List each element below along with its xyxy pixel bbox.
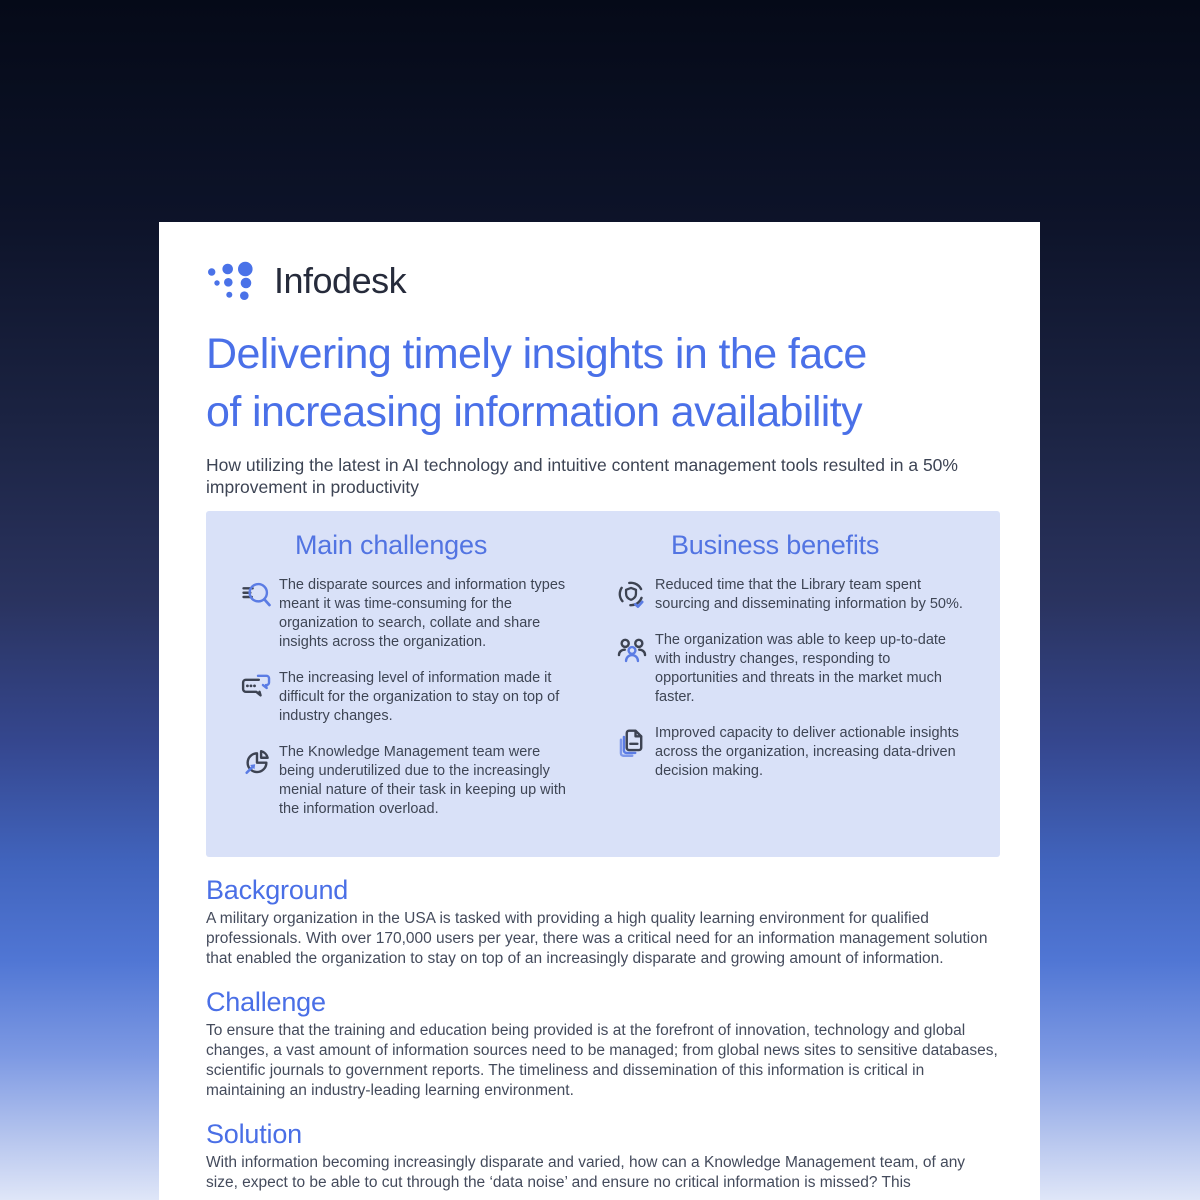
challenge-heading: Challenge xyxy=(206,987,326,1017)
page-title-line2: of increasing information availability xyxy=(206,388,862,436)
infodesk-dots-logo-icon xyxy=(206,261,254,301)
business-benefits-heading: Business benefits xyxy=(671,530,880,560)
challenge-item xyxy=(239,743,591,819)
main-challenges-heading: Main challenges xyxy=(295,530,488,560)
benefit-item xyxy=(615,724,972,781)
challenges-benefits-panel xyxy=(206,511,1000,857)
documents-icon xyxy=(615,726,649,760)
challenge-item-icon-box xyxy=(239,743,279,819)
solution-body: With information becoming increasingly disparate and varied, how can a Knowledge Management team, of any size, expect to be able to cut through the ‘data noise’ and ensure no critical information is missed? This xyxy=(206,1154,966,1191)
benefit-item-icon-box xyxy=(615,724,655,781)
shield-check-icon xyxy=(615,578,649,612)
page-title xyxy=(206,325,1000,441)
benefit-item-text: Reduced time that the Library team spent sourcing and disseminating information by 50%. xyxy=(655,577,963,612)
benefit-item-text: Improved capacity to deliver actionable insights across the organization, increasing data-driven decision making. xyxy=(655,725,959,779)
logo-wordmark: Infodesk xyxy=(274,260,407,301)
challenge-item xyxy=(239,669,591,726)
search-lines-icon xyxy=(239,578,273,612)
solution-heading: Solution xyxy=(206,1119,302,1149)
challenge-item-text: The Knowledge Management team were being underutilized due to the increasingly menial nature of their task in keeping up with the information overload. xyxy=(279,744,566,817)
page-subtitle: How utilizing the latest in AI technology and intuitive content management tools resulted in a 50% improvement in productivity xyxy=(206,455,958,497)
benefit-item-text: The organization was able to keep up-to-date with industry changes, responding to opportunities and threats in the market much faster. xyxy=(655,632,946,705)
background-heading: Background xyxy=(206,875,349,905)
chat-bubbles-icon xyxy=(239,671,273,705)
challenge-item-icon-box xyxy=(239,669,279,726)
benefit-item xyxy=(615,631,972,707)
benefit-item-icon-box xyxy=(615,631,655,707)
team-icon xyxy=(615,633,649,667)
page-title-line1: Delivering timely insights in the face xyxy=(206,330,867,378)
main-challenges-column xyxy=(239,530,591,847)
case-study-page xyxy=(159,222,1040,1200)
benefit-item-icon-box xyxy=(615,576,655,614)
challenge-item xyxy=(239,576,591,652)
challenge-item-text: The disparate sources and information types meant it was time-consuming for the organization to search, collate and share insights across the organization. xyxy=(279,577,566,650)
logo xyxy=(206,257,1000,305)
challenge-body: To ensure that the training and education being provided is at the forefront of innovation, technology and global changes, a vast amount of information sources need to be managed; from global news sites to sensitive databases, scientific journals to government reports. The timeliness and dissemination of this information is critical in maintaining an industry-leading learning environment. xyxy=(206,1022,998,1099)
pie-arrow-icon xyxy=(239,745,273,779)
benefit-item xyxy=(615,576,972,614)
background-body: A military organization in the USA is tasked with providing a high quality learning environment for qualified professionals. With over 170,000 users per year, there was a critical need for an information management solution that enabled the organization to stay on top of an increasingly disparate and growing amount of information. xyxy=(206,910,988,967)
challenge-item-icon-box xyxy=(239,576,279,652)
challenge-item-text: The increasing level of information made it difficult for the organization to stay on top of industry changes. xyxy=(279,670,560,724)
business-benefits-column xyxy=(615,530,972,847)
